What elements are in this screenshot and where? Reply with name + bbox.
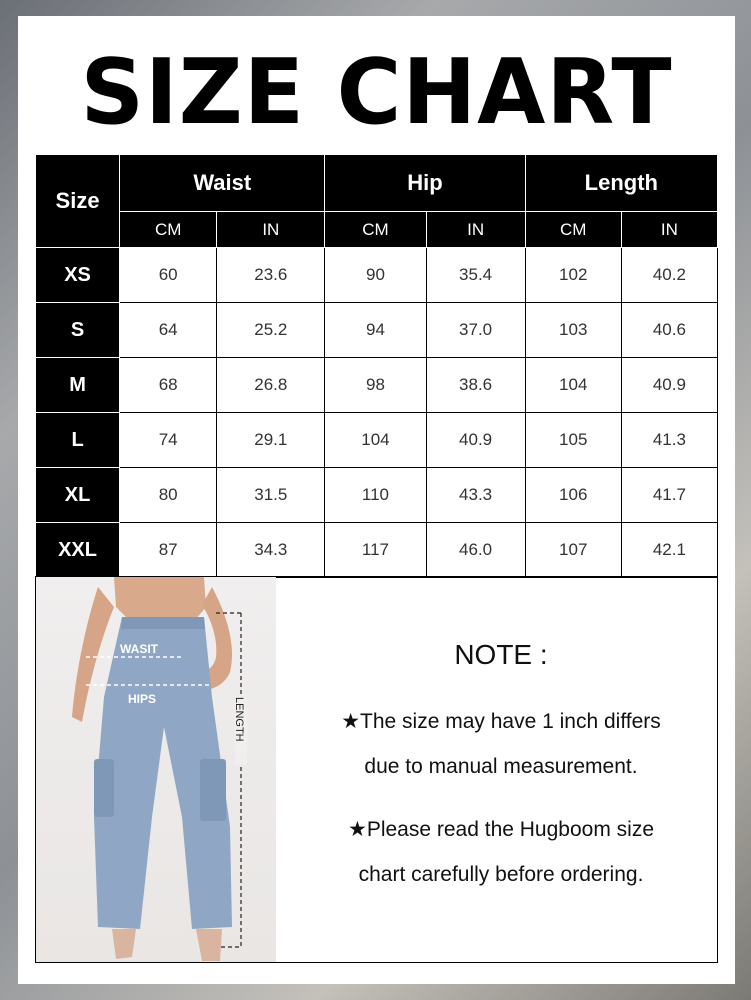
size-label-cell: XL xyxy=(36,468,120,523)
note-title: NOTE : xyxy=(454,639,548,670)
right-shoe xyxy=(196,929,222,961)
measurement-cell: 35.4 xyxy=(426,248,525,303)
measurement-cell: 34.3 xyxy=(217,523,325,578)
page-title: SIZE CHART xyxy=(80,40,673,145)
unit-header: CM xyxy=(325,212,426,248)
size-table xyxy=(35,154,718,578)
hips-figure-label: HIPS xyxy=(128,692,157,706)
waistband xyxy=(121,617,205,629)
measurement-cell: 104 xyxy=(325,413,426,468)
table-row xyxy=(36,303,718,358)
unit-header: CM xyxy=(120,212,217,248)
measurement-cell: 41.3 xyxy=(621,413,717,468)
measurement-cell: 90 xyxy=(325,248,426,303)
size-rows xyxy=(36,248,718,578)
model-figure xyxy=(36,577,276,962)
measurement-cell: 60 xyxy=(120,248,217,303)
jeans-illustration xyxy=(36,577,276,962)
measurement-cell: 40.9 xyxy=(426,413,525,468)
size-column-header: Size xyxy=(36,155,120,248)
measurement-cell: 98 xyxy=(325,358,426,413)
table-row xyxy=(36,413,718,468)
measurement-cell: 106 xyxy=(525,468,621,523)
measurement-cell: 40.9 xyxy=(621,358,717,413)
measurement-cell: 42.1 xyxy=(621,523,717,578)
measurement-cell: 74 xyxy=(120,413,217,468)
measurement-cell: 37.0 xyxy=(426,303,525,358)
note-line-2: due to manual measurement. xyxy=(364,755,638,778)
measurement-cell: 43.3 xyxy=(426,468,525,523)
table-row xyxy=(36,523,718,578)
measurement-cell: 87 xyxy=(120,523,217,578)
unit-header: CM xyxy=(525,212,621,248)
length-figure-label: LENGTH xyxy=(233,697,245,742)
note-line-3: ★Please read the Hugboom size xyxy=(348,818,654,841)
size-label-cell: M xyxy=(36,358,120,413)
note-section xyxy=(286,577,716,962)
unit-header: IN xyxy=(426,212,525,248)
size-label-cell: XS xyxy=(36,248,120,303)
hip-header: Hip xyxy=(325,155,525,212)
table-row xyxy=(36,468,718,523)
size-label-cell: S xyxy=(36,303,120,358)
table-row xyxy=(36,358,718,413)
unit-header: IN xyxy=(217,212,325,248)
measurement-cell: 102 xyxy=(525,248,621,303)
measurement-cell: 41.7 xyxy=(621,468,717,523)
measurement-cell: 64 xyxy=(120,303,217,358)
measurement-cell: 46.0 xyxy=(426,523,525,578)
measurement-cell: 103 xyxy=(525,303,621,358)
note-line-1: ★The size may have 1 inch differs xyxy=(341,710,661,733)
waist-header: Waist xyxy=(120,155,325,212)
measurement-cell: 29.1 xyxy=(217,413,325,468)
measurement-cell: 23.6 xyxy=(217,248,325,303)
waist-figure-label: WASIT xyxy=(120,642,158,656)
measurement-cell: 31.5 xyxy=(217,468,325,523)
note-line-4: chart carefully before ordering. xyxy=(358,863,644,886)
size-label-cell: L xyxy=(36,413,120,468)
info-panel xyxy=(35,576,718,963)
torso-shape xyxy=(114,577,206,619)
measurement-cell: 68 xyxy=(120,358,217,413)
measurement-cell: 110 xyxy=(325,468,426,523)
measurement-cell: 104 xyxy=(525,358,621,413)
measurement-cell: 105 xyxy=(525,413,621,468)
length-header: Length xyxy=(525,155,717,212)
measurement-cell: 80 xyxy=(120,468,217,523)
right-cargo-pocket xyxy=(200,759,226,821)
measurement-cell: 38.6 xyxy=(426,358,525,413)
measurement-cell: 25.2 xyxy=(217,303,325,358)
table-row xyxy=(36,248,718,303)
size-label-cell: XXL xyxy=(36,523,120,578)
measurement-cell: 94 xyxy=(325,303,426,358)
unit-header: IN xyxy=(621,212,717,248)
measurement-cell: 117 xyxy=(325,523,426,578)
measurement-cell: 40.6 xyxy=(621,303,717,358)
measurement-cell: 107 xyxy=(525,523,621,578)
left-shoe xyxy=(112,929,136,959)
measurement-cell: 40.2 xyxy=(621,248,717,303)
left-cargo-pocket xyxy=(94,759,114,817)
measurement-cell: 26.8 xyxy=(217,358,325,413)
size-chart-card xyxy=(18,16,735,984)
